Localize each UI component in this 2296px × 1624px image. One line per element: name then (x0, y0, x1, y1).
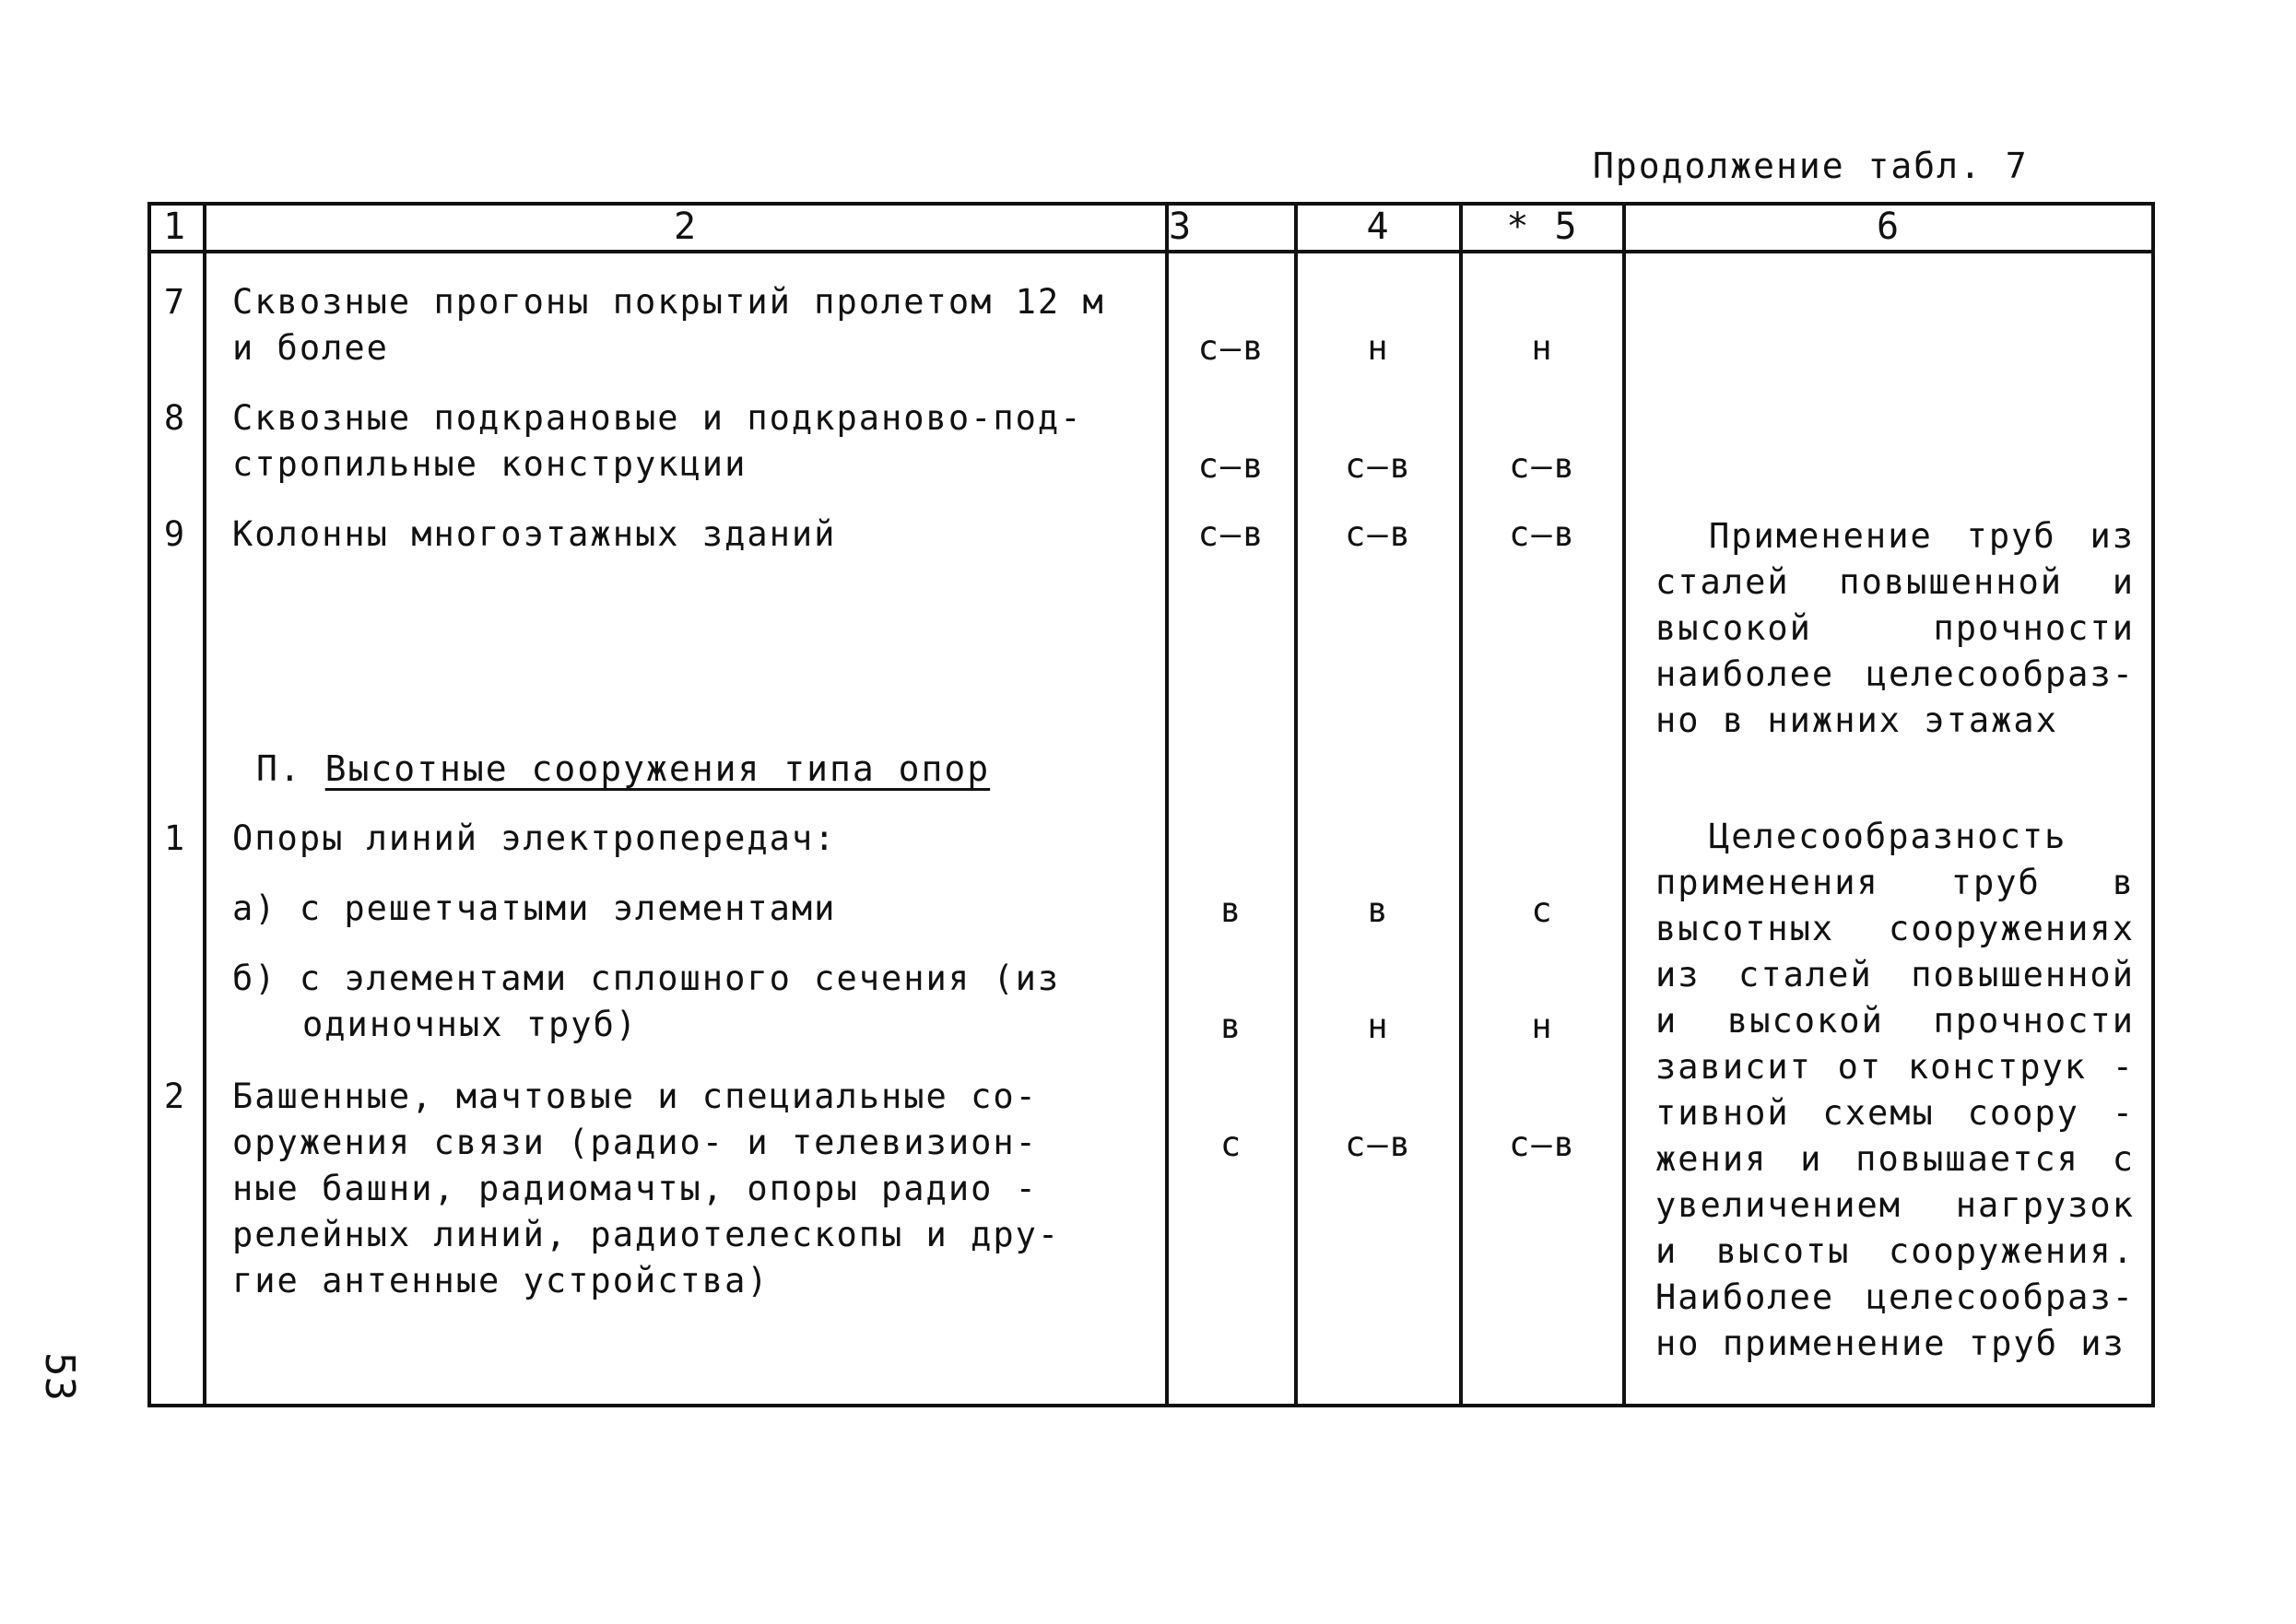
cell-col-4: с–в (1345, 514, 1412, 554)
row-text-line: Сквозные прогоны покрытий пролетом 12 м (232, 282, 1105, 322)
col-border (1622, 202, 1626, 1407)
note-line: жения и повышается с (1655, 1139, 2135, 1179)
cell-col-4: с–в (1345, 446, 1412, 486)
col-border (1459, 202, 1463, 1407)
row-number: 9 (163, 514, 187, 554)
header-rule (147, 250, 2155, 253)
col-border (1294, 202, 1298, 1407)
section-title: Высотные сооружения типа опор (324, 748, 991, 789)
row-number: 8 (163, 398, 187, 438)
note-line: и высокой прочности (1655, 1001, 2135, 1041)
cell-col-5: с (1531, 890, 1554, 930)
row-text-line: гие антенные устройства) (232, 1261, 770, 1300)
cell-col-5: н (1531, 1006, 1554, 1046)
header-col-6: 6 (1876, 206, 1902, 248)
row-number: 7 (163, 282, 187, 322)
col-border (2151, 202, 2155, 1407)
row-text-line: б) с элементами сплошного сечения (из (232, 959, 1061, 998)
cell-col-5: с–в (1509, 1124, 1576, 1164)
col-border (203, 202, 206, 1407)
table-caption: Продолжение табл. 7 (1593, 146, 2029, 186)
note-line: сталей повышенной и (1655, 562, 2135, 602)
row-text-line: одиночных труб) (302, 1005, 639, 1044)
col-border (1165, 202, 1169, 1407)
note-line: Применение труб из (1709, 516, 2135, 556)
note-line: увеличением нагрузок (1655, 1185, 2135, 1225)
header-col-3: 3 (1169, 206, 1194, 248)
note-line: из сталей повышенной (1655, 955, 2135, 994)
note-line: но в нижних этажах (1655, 700, 2058, 740)
section-heading (256, 746, 990, 792)
row-text-line: Башенные, мачтовые и специальные со- (232, 1077, 1038, 1116)
cell-col-5: с–в (1509, 514, 1576, 554)
note-line: зависит от конструк - (1655, 1047, 2135, 1087)
cell-col-5: н (1531, 328, 1554, 368)
cell-col-4: с–в (1345, 1124, 1412, 1164)
note-cell (1655, 814, 2135, 1367)
note-line: Целесообразность (1709, 817, 2067, 856)
row-text-line: Опоры линий электропередач: (232, 818, 837, 858)
row-number: 2 (163, 1077, 187, 1116)
note-cell (1655, 513, 2135, 744)
note-line: наиболее целесообраз- (1655, 654, 2135, 694)
cell-col-4: н (1367, 328, 1390, 368)
cell-col-3: с–в (1197, 514, 1266, 554)
page-number: 53 (35, 1352, 83, 1401)
cell-col-3: в (1219, 890, 1243, 930)
cell-col-4: в (1367, 890, 1390, 930)
row-text-line: ные башни, радиомачты, опоры радио - (232, 1169, 1038, 1208)
section-prefix: П. (256, 748, 302, 789)
note-line: Наиболее целесообраз- (1655, 1277, 2135, 1317)
note-line: применения труб в (1655, 863, 2135, 902)
header-col-4: 4 (1366, 206, 1391, 248)
note-line: высокой прочности (1655, 608, 2135, 648)
row-text-line: стропильные конструкции (232, 444, 748, 484)
col-border (147, 202, 151, 1407)
row-text-line: релейных линий, радиотелескопы и дру- (232, 1215, 1061, 1254)
row-text-line: и более (232, 328, 389, 368)
cell-col-3: с (1219, 1124, 1243, 1164)
table-bottom-rule (147, 1404, 2155, 1407)
header-col-1: 1 (162, 206, 188, 248)
row-text-line: оружения связи (радио- и телевизион- (232, 1123, 1038, 1162)
header-col-5: * 5 (1506, 206, 1579, 248)
note-line: высотных сооружениях (1655, 909, 2135, 948)
cell-col-4: н (1367, 1006, 1390, 1046)
note-line: тивной схемы соору - (1655, 1093, 2135, 1133)
row-text-line: Сквозные подкрановые и подкраново-под- (232, 398, 1083, 438)
cell-col-3: с–в (1197, 446, 1266, 486)
note-line: и высоты сооружения. (1655, 1231, 2135, 1271)
row-number: 1 (163, 818, 187, 858)
row-text-line: Колонны многоэтажных зданий (232, 514, 837, 554)
table (147, 202, 2155, 1407)
cell-col-3: с–в (1197, 328, 1266, 368)
row-text-line: а) с решетчатыми элементами (232, 888, 837, 928)
note-line: но применение труб из (1655, 1324, 2125, 1363)
cell-col-5: с–в (1509, 446, 1576, 486)
header-col-2: 2 (673, 206, 699, 248)
cell-col-3: в (1219, 1006, 1243, 1046)
